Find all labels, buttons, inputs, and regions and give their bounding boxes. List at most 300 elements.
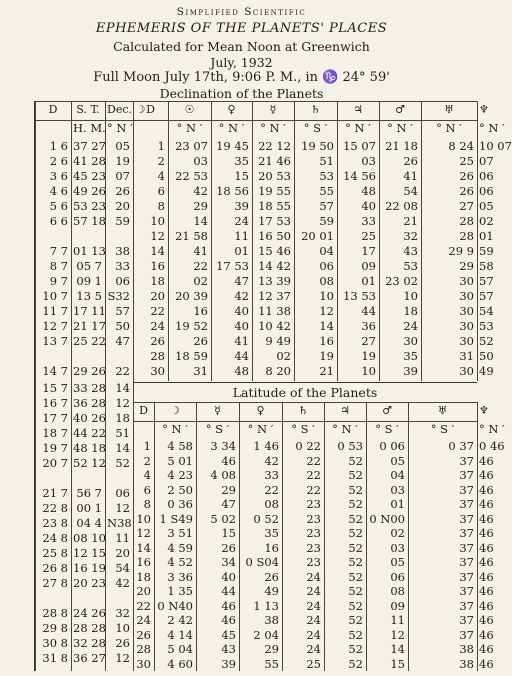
cont-col-rule-0 xyxy=(35,381,36,671)
decl-cell-jupiter: 17 xyxy=(361,244,376,258)
decl-col-rule-4 xyxy=(168,101,169,381)
decl-cell-mercury: 9 49 xyxy=(265,334,291,348)
cont-cell-sidereal-time: 40 26 xyxy=(73,411,106,425)
cont-cell-day: 22 8 xyxy=(42,501,68,515)
lat-cell-venus: 1 13 xyxy=(253,598,279,613)
decl-cell-uranus: 29 xyxy=(459,259,474,273)
decl-cell-sun: 41 xyxy=(193,244,208,258)
latitude-title: Latitude of the Planets xyxy=(133,382,477,403)
lat-cell-uranus: 38 xyxy=(459,642,474,656)
lat-cell-mars: 03 xyxy=(390,540,405,555)
decl-cell-sun: 02 xyxy=(193,274,208,288)
decl-cell-venus: 40 xyxy=(234,304,249,318)
decl-cell-moon-declination: 19 xyxy=(115,154,130,168)
cont-cell-moon-declination: 51 xyxy=(115,426,130,440)
lat-cell-jupiter: 52 xyxy=(348,656,363,671)
decl-col-rule-3 xyxy=(133,101,134,381)
cont-cell-moon-declination: 54 xyxy=(115,561,130,575)
lat-cell-uranus: 37 xyxy=(459,627,474,642)
decl-cell-venus: 44 xyxy=(234,349,249,363)
lat-cell-venus: 0 52 xyxy=(253,511,279,526)
lat-cell-neptune: 0 46 xyxy=(479,439,505,453)
decl-cell-saturn: 19 50 xyxy=(301,139,334,153)
cont-cell-day: 31 8 xyxy=(42,651,68,665)
lat-cell-saturn: 25 xyxy=(306,656,321,671)
decl-cell-moon-declination: 20 xyxy=(115,199,130,213)
decl-cell-sidereal-time: 37 27 xyxy=(73,139,106,153)
lat-cell-day: 10 xyxy=(136,511,151,526)
decl-cell-neptune: 50 xyxy=(479,349,494,363)
lat-cell-day: 6 xyxy=(143,482,151,497)
decl-cell-uranus: 26 xyxy=(459,169,474,183)
lat-cell-saturn: 22 xyxy=(306,453,321,468)
decl-cell-mercury: 16 50 xyxy=(258,229,291,243)
lat-cell-mars: 01 xyxy=(390,497,405,511)
decl-header-jupiter: ♃ xyxy=(353,103,363,116)
lat-cell-day: 26 xyxy=(136,627,151,642)
lat-cell-mars: 12 xyxy=(390,627,405,642)
lat-cell-uranus: 37 xyxy=(459,453,474,468)
decl-cell-day: 13 7 xyxy=(42,334,68,348)
decl-cell-sun: 19 52 xyxy=(175,319,208,333)
cont-col-rule-2 xyxy=(105,381,106,671)
lat-cell-jupiter: 52 xyxy=(348,511,363,526)
decl-cell-sun: 29 xyxy=(193,199,208,213)
lat-subheader-venus: ° N ′ xyxy=(247,422,274,436)
decl-cell-saturn: 55 xyxy=(319,184,334,198)
lat-cell-neptune: 46 xyxy=(479,555,494,569)
decl-cell-saturn: 08 xyxy=(319,274,334,288)
lat-subheader-jupiter: ° N ′ xyxy=(332,422,358,436)
decl-cell-neptune: 02 xyxy=(479,214,494,228)
decl-cell-mars: 43 xyxy=(403,244,418,258)
cont-cell-sidereal-time: 36 27 xyxy=(73,651,106,665)
decl-cell-jupiter: 09 xyxy=(361,259,376,273)
cont-cell-moon-declination: 52 xyxy=(115,456,130,470)
cont-cell-sidereal-time: 52 12 xyxy=(73,456,106,470)
cont-cell-day: 16 7 xyxy=(42,396,68,410)
cont-cell-moon-declination: 26 xyxy=(115,636,130,650)
decl-header-saturn: ♄ xyxy=(310,103,321,116)
decl-cell-day: 10 7 xyxy=(42,289,68,303)
decl-cell-neptune: 06 xyxy=(479,169,494,183)
decl-col-rule-8 xyxy=(337,101,338,381)
decl-cell-sidereal-time: 05 7 xyxy=(76,259,102,273)
decl-cell-mercury: 10 42 xyxy=(258,319,291,333)
decl-cell-jupiter: 13 53 xyxy=(343,289,376,303)
lat-cell-moon: 4 60 xyxy=(167,656,193,671)
cont-cell-sidereal-time: 44 22 xyxy=(73,426,106,440)
decl-cell-sun: 16 xyxy=(193,304,208,318)
lat-header-venus: ♀ xyxy=(256,404,265,417)
decl-cell-saturn: 53 xyxy=(319,169,334,183)
decl-cell-mars: 24 xyxy=(403,319,418,333)
lat-cell-venus: 29 xyxy=(264,642,279,656)
decl-cell-mercury: 11 38 xyxy=(258,304,291,318)
decl-cell-venus: 39 xyxy=(234,199,249,213)
decl-cell-mars: 30 xyxy=(403,334,418,348)
lat-subheader-mars: ° S ′ xyxy=(375,422,399,436)
decl-cell-saturn: 59 xyxy=(319,214,334,228)
lat-cell-mercury: 47 xyxy=(221,497,236,511)
decl-cell-saturn: 06 xyxy=(319,259,334,273)
lat-cell-day: 30 xyxy=(136,656,151,671)
lat-cell-neptune: 46 xyxy=(479,598,494,613)
decl-cell-sidereal-time: 01 13 xyxy=(73,244,106,258)
decl-cell-sun: 14 xyxy=(193,214,208,228)
cont-cell-moon-declination: 11 xyxy=(115,531,130,545)
decl-cell-uranus: 28 xyxy=(459,214,474,228)
lat-cell-saturn: 24 xyxy=(306,598,321,613)
decl-header-moon-declination: Dec. ☽ xyxy=(107,103,146,116)
lat-cell-venus: 38 xyxy=(264,613,279,627)
lat-cell-day: 8 xyxy=(143,497,151,511)
lat-cell-day: 18 xyxy=(136,569,151,584)
decl-cell-moon-declination: 59 xyxy=(115,214,130,228)
decl-cell-neptune: 52 xyxy=(479,334,494,348)
lat-cell-moon: 4 52 xyxy=(167,555,193,569)
lat-cell-mercury: 39 xyxy=(221,656,236,671)
decl-cell-jupiter: 01 xyxy=(361,274,376,288)
decl-header-moon-day: D xyxy=(146,103,155,116)
decl-cell-mars: 35 xyxy=(403,349,418,363)
lat-cell-neptune: 46 xyxy=(479,584,494,598)
decl-cell-day: 7 7 xyxy=(49,244,68,258)
lat-cell-saturn: 24 xyxy=(306,569,321,584)
cont-cell-sidereal-time: 20 23 xyxy=(73,576,106,590)
decl-cell-uranus: 30 xyxy=(459,274,474,288)
decl-cell-moon-day: 22 xyxy=(150,304,165,318)
lat-cell-mars: 02 xyxy=(390,526,405,540)
lat-cell-uranus: 37 xyxy=(459,613,474,627)
ephemeris-title: EPHEMERIS OF THE PLANETS' PLACES xyxy=(95,21,388,36)
cont-cell-moon-declination: 12 xyxy=(115,396,130,410)
decl-cell-mars: 23 02 xyxy=(385,274,418,288)
decl-cell-neptune: 49 xyxy=(479,364,494,378)
cont-cell-moon-declination: 10 xyxy=(115,621,130,635)
decl-cell-mercury: 21 46 xyxy=(258,154,291,168)
decl-cell-mars: 39 xyxy=(403,364,418,378)
decl-col-rule-6 xyxy=(252,101,253,381)
decl-subheader-mercury: ° N ′ xyxy=(260,121,286,135)
decl-cell-mercury: 18 55 xyxy=(258,199,291,213)
decl-cell-saturn: 51 xyxy=(319,154,334,168)
cont-cell-day: 21 7 xyxy=(42,486,68,500)
decl-cell-neptune: 07 xyxy=(479,154,494,168)
decl-cell-neptune: 01 xyxy=(479,229,494,243)
lat-subheader-uranus: ° S ′ xyxy=(430,422,455,436)
lat-cell-moon: 4 59 xyxy=(167,540,193,555)
lat-cell-mercury: 26 xyxy=(221,540,236,555)
cont-cell-moon-declination: 32 xyxy=(115,606,130,620)
decl-cell-uranus: 25 xyxy=(459,154,474,168)
decl-cell-neptune: 58 xyxy=(479,259,494,273)
lat-cell-mercury: 46 xyxy=(221,613,236,627)
decl-cell-sidereal-time: 41 28 xyxy=(73,154,106,168)
decl-cell-uranus: 30 xyxy=(459,364,474,378)
decl-cell-uranus: 31 xyxy=(459,349,474,363)
decl-cell-neptune: 57 xyxy=(479,274,494,288)
lat-cell-mars: 0 06 xyxy=(379,439,405,453)
decl-cell-sun: 03 xyxy=(193,154,208,168)
decl-cell-uranus: 30 xyxy=(459,304,474,318)
month-year: July, 1932 xyxy=(210,55,273,70)
decl-subheader-sun: ° N ′ xyxy=(176,121,203,135)
lat-cell-neptune: 46 xyxy=(479,468,494,482)
cont-cell-sidereal-time: 24 26 xyxy=(73,606,106,620)
decl-cell-mercury: 20 53 xyxy=(258,169,291,183)
lat-cell-saturn: 24 xyxy=(306,627,321,642)
lat-cell-uranus: 37 xyxy=(459,569,474,584)
decl-cell-mercury: 13 39 xyxy=(258,274,291,288)
decl-header-sun: ☉ xyxy=(184,103,195,116)
lat-cell-neptune: 46 xyxy=(479,497,494,511)
lat-cell-venus: 22 xyxy=(264,482,279,497)
decl-cell-jupiter: 10 xyxy=(361,364,376,378)
decl-cell-mars: 54 xyxy=(403,184,418,198)
lat-cell-uranus: 37 xyxy=(459,511,474,526)
lat-cell-uranus: 37 xyxy=(459,540,474,555)
lat-cell-day: 1 xyxy=(143,439,151,453)
decl-cell-sidereal-time: 17 11 xyxy=(73,304,106,318)
decl-cell-venus: 42 xyxy=(234,289,249,303)
lat-col-rule-3 xyxy=(239,402,240,671)
decl-cell-saturn: 16 xyxy=(319,334,334,348)
lat-cell-day: 12 xyxy=(136,526,151,540)
lat-cell-uranus: 37 xyxy=(459,468,474,482)
lat-cell-venus: 16 xyxy=(264,540,279,555)
lat-cell-moon: 2 42 xyxy=(167,613,193,627)
lat-subheader-moon: ° N ′ xyxy=(162,422,188,436)
decl-cell-moon-day: 24 xyxy=(150,319,165,333)
lat-cell-moon: 0 N40 xyxy=(157,598,193,613)
decl-col-rule-1 xyxy=(71,101,72,381)
lat-cell-venus: 49 xyxy=(264,584,279,598)
lat-header-neptune: ♆ xyxy=(479,404,489,417)
cont-cell-day: 20 7 xyxy=(42,456,68,470)
decl-subheader-neptune: ° N ′ xyxy=(479,121,505,135)
cont-cell-sidereal-time: 36 28 xyxy=(73,396,106,410)
lat-cell-day: 28 xyxy=(136,642,151,656)
lat-cell-saturn: 23 xyxy=(306,540,321,555)
lat-cell-day: 24 xyxy=(136,613,151,627)
lat-cell-jupiter: 52 xyxy=(348,497,363,511)
decl-cell-sidereal-time: 21 17 xyxy=(73,319,106,333)
lat-cell-mercury: 34 xyxy=(221,555,236,569)
lat-cell-mars: 11 xyxy=(390,613,405,627)
lat-cell-jupiter: 52 xyxy=(348,468,363,482)
lat-cell-day: 14 xyxy=(136,540,151,555)
decl-subheader-uranus: ° N ′ xyxy=(436,121,462,135)
cont-cell-sidereal-time: 28 28 xyxy=(73,621,106,635)
decl-cell-moon-day: 1 xyxy=(157,139,165,153)
lat-cell-mercury: 43 xyxy=(221,642,236,656)
decl-col-rule-11 xyxy=(477,101,478,381)
lat-cell-neptune: 46 xyxy=(479,627,494,642)
decl-cell-day: 2 6 xyxy=(49,154,68,168)
decl-cell-uranus: 30 xyxy=(459,319,474,333)
lat-cell-mercury: 45 xyxy=(221,627,236,642)
decl-cell-sun: 21 58 xyxy=(175,229,208,243)
lat-cell-saturn: 23 xyxy=(306,526,321,540)
lat-cell-venus: 08 xyxy=(264,497,279,511)
lat-cell-saturn: 23 xyxy=(306,511,321,526)
decl-cell-jupiter: 33 xyxy=(361,214,376,228)
lat-cell-jupiter: 52 xyxy=(348,627,363,642)
decl-cell-mars: 21 xyxy=(403,214,418,228)
lat-cell-jupiter: 52 xyxy=(348,598,363,613)
lat-col-rule-1 xyxy=(154,402,155,671)
decl-cell-mars: 10 xyxy=(403,289,418,303)
decl-header-neptune: ♆ xyxy=(479,103,489,116)
decl-cell-sun: 22 53 xyxy=(175,169,208,183)
calculation-note: Calculated for Mean Noon at Greenwich xyxy=(113,39,370,54)
decl-cell-jupiter: 36 xyxy=(361,319,376,333)
lat-cell-venus: 0 S04 xyxy=(245,555,279,569)
decl-cell-saturn: 04 xyxy=(319,244,334,258)
cont-cell-day: 30 8 xyxy=(42,636,68,650)
lat-header-mercury: ☿ xyxy=(214,404,221,417)
decl-cell-neptune: 05 xyxy=(479,199,494,213)
decl-cell-sidereal-time: 45 23 xyxy=(73,169,106,183)
cont-cell-sidereal-time: 33 28 xyxy=(73,381,106,395)
decl-cell-venus: 48 xyxy=(234,364,249,378)
decl-cell-day: 6 6 xyxy=(49,214,68,228)
lat-cell-venus: 35 xyxy=(264,526,279,540)
lat-cell-venus: 42 xyxy=(264,453,279,468)
cont-cell-day: 17 7 xyxy=(42,411,68,425)
lat-cell-mercury: 15 xyxy=(221,526,236,540)
decl-cell-saturn: 57 xyxy=(319,199,334,213)
decl-cell-moon-day: 18 xyxy=(150,274,165,288)
lat-col-rule-6 xyxy=(366,402,367,671)
lat-cell-day: 20 xyxy=(136,584,151,598)
lat-cell-mercury: 40 xyxy=(221,569,236,584)
lat-cell-mars: 03 xyxy=(390,482,405,497)
lat-cell-day: 16 xyxy=(136,555,151,569)
lat-col-rule-4 xyxy=(282,402,283,671)
lat-header-day: D xyxy=(139,404,148,417)
decl-cell-moon-declination: 26 xyxy=(115,184,130,198)
lat-cell-moon: 4 58 xyxy=(167,439,193,453)
cont-cell-sidereal-time: 48 18 xyxy=(73,441,106,455)
decl-cell-venus: 15 xyxy=(234,169,249,183)
decl-cell-day: 8 7 xyxy=(49,259,68,273)
decl-cell-mercury: 12 37 xyxy=(258,289,291,303)
decl-cell-uranus: 29 9 xyxy=(448,244,474,258)
lat-cell-jupiter: 0 53 xyxy=(337,439,363,453)
lat-cell-mars: 04 xyxy=(390,468,405,482)
decl-cell-moon-declination: 33 xyxy=(115,259,130,273)
decl-cell-mars: 53 xyxy=(403,259,418,273)
decl-cell-jupiter: 14 56 xyxy=(343,169,376,183)
decl-cell-venus: 19 45 xyxy=(216,139,249,153)
cont-cell-moon-declination: 06 xyxy=(115,486,130,500)
decl-cell-day: 3 6 xyxy=(49,169,68,183)
decl-cell-venus: 47 xyxy=(234,274,249,288)
decl-cell-venus: 01 xyxy=(234,244,249,258)
decl-cell-sidereal-time: 09 1 xyxy=(76,274,102,288)
lat-cell-uranus: 37 xyxy=(459,482,474,497)
lat-cell-moon: 1 35 xyxy=(167,584,193,598)
decl-cell-moon-day: 20 xyxy=(150,289,165,303)
cont-cell-day: 29 8 xyxy=(42,621,68,635)
decl-cell-moon-day: 10 xyxy=(150,214,165,228)
decl-col-rule-5 xyxy=(211,101,212,381)
decl-cell-venus: 35 xyxy=(234,154,249,168)
lat-subheader-saturn: ° S ′ xyxy=(291,422,315,436)
decl-cell-mercury: 22 12 xyxy=(258,139,291,153)
cont-cell-moon-declination: 20 xyxy=(115,546,130,560)
lat-cell-neptune: 46 xyxy=(479,482,494,497)
lat-cell-neptune: 46 xyxy=(479,656,494,671)
lat-cell-moon: 2 50 xyxy=(167,482,193,497)
decl-cell-saturn: 20 01 xyxy=(301,229,334,243)
cont-cell-sidereal-time: 16 19 xyxy=(73,561,106,575)
lat-cell-jupiter: 52 xyxy=(348,584,363,598)
decl-cell-moon-day: 26 xyxy=(150,334,165,348)
decl-cell-moon-day: 4 xyxy=(157,169,165,183)
decl-cell-sidereal-time: 25 22 xyxy=(73,334,106,348)
lat-cell-saturn: 0 22 xyxy=(295,439,321,453)
lat-cell-neptune: 46 xyxy=(479,613,494,627)
decl-cell-moon-day: 30 xyxy=(150,364,165,378)
decl-cell-moon-declination: 06 xyxy=(115,274,130,288)
decl-cell-mars: 18 xyxy=(403,304,418,318)
cont-cell-sidereal-time: 56 7 xyxy=(76,486,102,500)
cont-cell-sidereal-time: 08 10 xyxy=(73,531,106,545)
cont-col-rule-1 xyxy=(71,381,72,671)
lat-cell-uranus: 37 xyxy=(459,555,474,569)
lat-cell-neptune: 46 xyxy=(479,453,494,468)
decl-cell-moon-day: 14 xyxy=(150,244,165,258)
cont-cell-day: 25 8 xyxy=(42,546,68,560)
lat-col-rule-8 xyxy=(477,402,478,671)
decl-cell-venus: 11 xyxy=(234,229,249,243)
decl-cell-day: 5 6 xyxy=(49,199,68,213)
lat-cell-mars: 09 xyxy=(390,598,405,613)
decl-cell-moon-declination: 05 xyxy=(115,139,130,153)
lat-cell-jupiter: 52 xyxy=(348,642,363,656)
lat-cell-moon: 5 01 xyxy=(167,453,193,468)
cont-cell-sidereal-time: 12 15 xyxy=(73,546,106,560)
lat-cell-saturn: 23 xyxy=(306,555,321,569)
decl-cell-day: 14 7 xyxy=(42,364,68,378)
decl-cell-venus: 17 53 xyxy=(216,259,249,273)
decl-cell-uranus: 8 24 xyxy=(448,139,474,153)
lat-col-rule-5 xyxy=(324,402,325,671)
lat-cell-venus: 55 xyxy=(264,656,279,671)
lat-cell-mars: 06 xyxy=(390,569,405,584)
decl-cell-neptune: 59 xyxy=(479,244,494,258)
cont-cell-sidereal-time: 04 4 xyxy=(76,516,102,530)
lat-col-rule-7 xyxy=(408,402,409,671)
lat-cell-mars: 08 xyxy=(390,584,405,598)
lat-cell-day: 2 xyxy=(143,453,151,468)
decl-subheader-moon-declination: ° N ′ xyxy=(107,121,133,135)
decl-cell-mercury: 15 46 xyxy=(258,244,291,258)
cont-cell-sidereal-time: 00 1 xyxy=(76,501,102,515)
decl-header-sidereal-time: S. T. xyxy=(76,103,100,116)
lat-cell-uranus: 0 37 xyxy=(448,439,474,453)
lat-cell-uranus: 38 xyxy=(459,656,474,671)
cont-cell-sidereal-time: 32 28 xyxy=(73,636,106,650)
decl-cell-sun: 22 xyxy=(193,259,208,273)
decl-cell-saturn: 21 xyxy=(319,364,334,378)
decl-cell-mars: 21 18 xyxy=(385,139,418,153)
lat-subheader-neptune: ° N ′ xyxy=(479,422,505,436)
cont-cell-day: 27 8 xyxy=(42,576,68,590)
